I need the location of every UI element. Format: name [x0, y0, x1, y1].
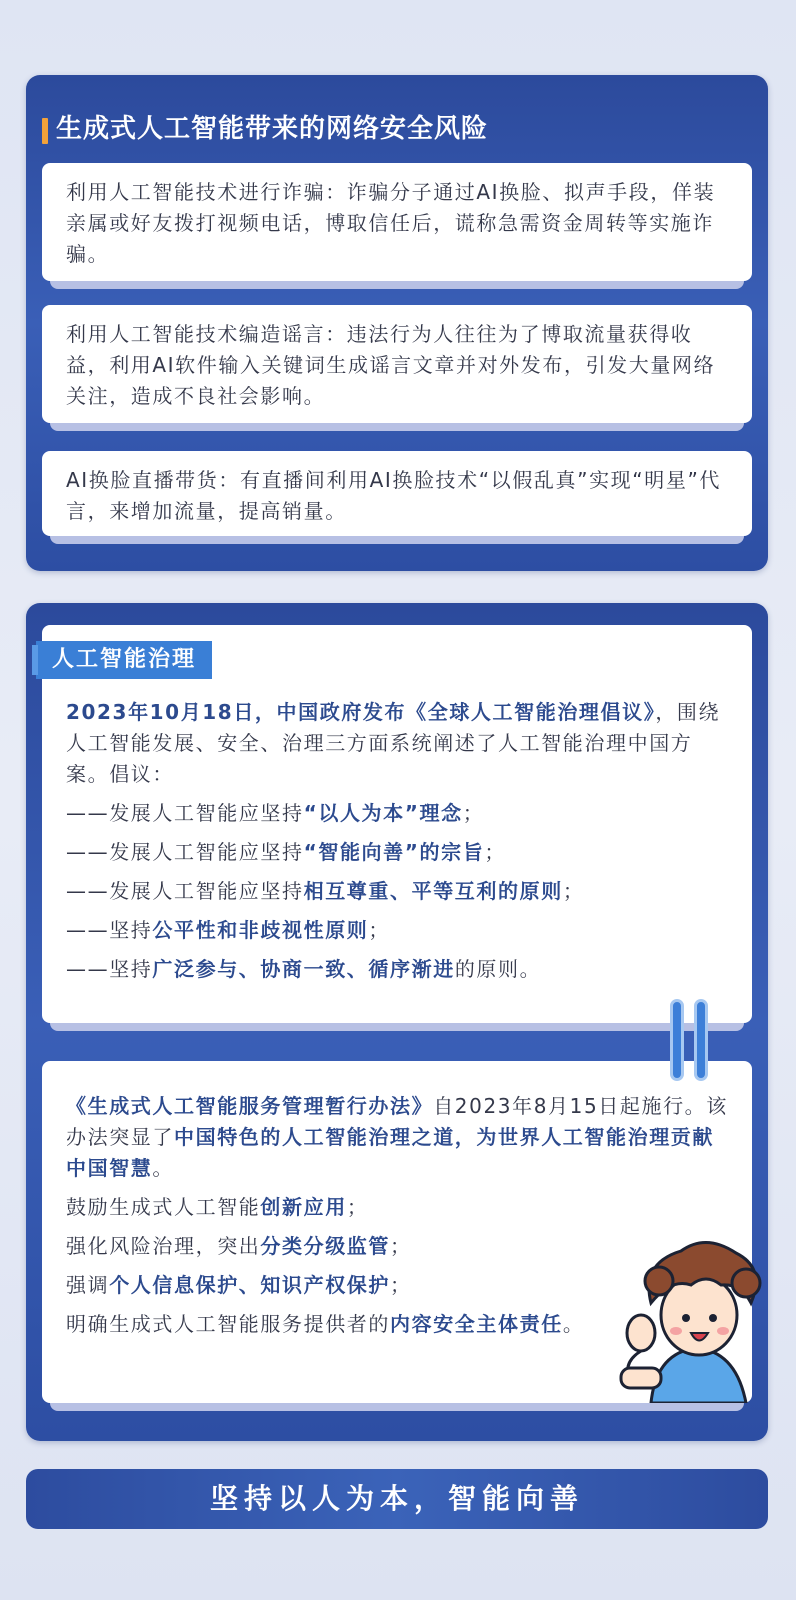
measures-end: 。	[152, 1156, 175, 1180]
line-prefix: 鼓励生成式人工智能	[66, 1195, 261, 1219]
risk-text: 利用人工智能技术进行诈骗：诈骗分子通过AI换脸、拟声手段，佯装亲属或好友拨打视频电话，博取信任后，谎称急需资金周转等实施诈骗。	[66, 180, 716, 266]
line-suffix: ；	[346, 1195, 369, 1219]
binder-clip-right	[694, 999, 708, 1081]
line-suffix: ；	[390, 1273, 412, 1297]
point-suffix: ；	[562, 879, 585, 903]
governance-tag: 人工智能治理	[36, 641, 212, 679]
governance-point	[66, 915, 728, 946]
point-suffix: ；	[484, 840, 506, 864]
point-bold: 相互尊重、平等互利的原则	[303, 879, 563, 903]
line-prefix: 强调	[66, 1273, 110, 1297]
risk-text: 利用人工智能技术编造谣言：违法行为人往往为了博取流量获得收益，利用AI软件输入关键词生成谣言文章并对外发布，引发大量网络关注，造成不良社会影响。	[66, 322, 716, 408]
line-bold: 创新应用	[260, 1195, 347, 1219]
point-suffix: 的原则。	[454, 957, 542, 981]
slogan-text: 坚持以人为本，智能向善	[209, 1482, 584, 1515]
point-prefix: ——发展人工智能应坚持	[66, 879, 304, 903]
risk-card-rumor	[42, 305, 752, 423]
measures-bold2: 中国特色的人工智能治理之道，为世界人工智能治理贡献中国智慧	[66, 1125, 714, 1180]
risk-text: AI换脸直播带货：有直播间利用AI换脸技术“以假乱真”实现“明星”代言，来增加流量，提高销量。	[66, 468, 722, 523]
point-bold: “以人为本”理念	[303, 801, 463, 825]
governance-point	[66, 798, 728, 829]
point-bold: “智能向善”的宗旨	[303, 840, 485, 864]
point-bold: 公平性和非歧视性原则	[152, 918, 369, 942]
line-bold: 内容安全主体责任	[390, 1312, 563, 1336]
governance-point	[66, 837, 728, 868]
line-prefix: 强化风险治理，突出	[66, 1234, 261, 1258]
risks-panel	[26, 75, 768, 571]
line-suffix: ；	[390, 1234, 412, 1258]
governance-point	[66, 954, 728, 985]
line-bold: 分类分级监管	[260, 1234, 391, 1258]
point-prefix: ——发展人工智能应坚持	[66, 801, 304, 825]
governance-panel	[26, 603, 768, 1441]
measures-mid: 自2023年8月15日起施行。该办法突显了	[66, 1094, 728, 1149]
slogan-banner	[26, 1469, 768, 1529]
risk-card-fraud	[42, 163, 752, 281]
point-suffix: ；	[462, 801, 485, 825]
measures-law-title: 《生成式人工智能服务管理暂行办法》	[66, 1094, 434, 1118]
point-suffix: ；	[368, 918, 391, 942]
measures-line	[66, 1192, 728, 1223]
governance-point	[66, 876, 728, 907]
intro-rest: ，围绕人工智能发展、安全、治理三方面系统阐述了人工智能治理中国方案。倡议：	[66, 700, 721, 786]
point-prefix: ——坚持	[66, 957, 153, 981]
measures-intro	[66, 1091, 728, 1184]
intro-bold: 2023年10月18日，中国政府发布《全球人工智能治理倡议》	[66, 700, 656, 724]
cartoon-girl-illustration	[611, 1233, 781, 1403]
point-prefix: ——坚持	[66, 918, 153, 942]
governance-card	[42, 625, 752, 1023]
line-prefix: 明确生成式人工智能服务提供者的	[66, 1312, 390, 1336]
line-suffix: 。	[562, 1312, 585, 1336]
governance-intro	[66, 697, 728, 790]
binder-clip-left	[670, 999, 684, 1081]
point-prefix: ——发展人工智能应坚持	[66, 840, 304, 864]
risks-title: 生成式人工智能带来的网络安全风险	[42, 115, 488, 143]
point-bold: 广泛参与、协商一致、循序渐进	[152, 957, 455, 981]
line-bold: 个人信息保护、知识产权保护	[109, 1273, 391, 1297]
risk-card-livestream	[42, 451, 752, 536]
